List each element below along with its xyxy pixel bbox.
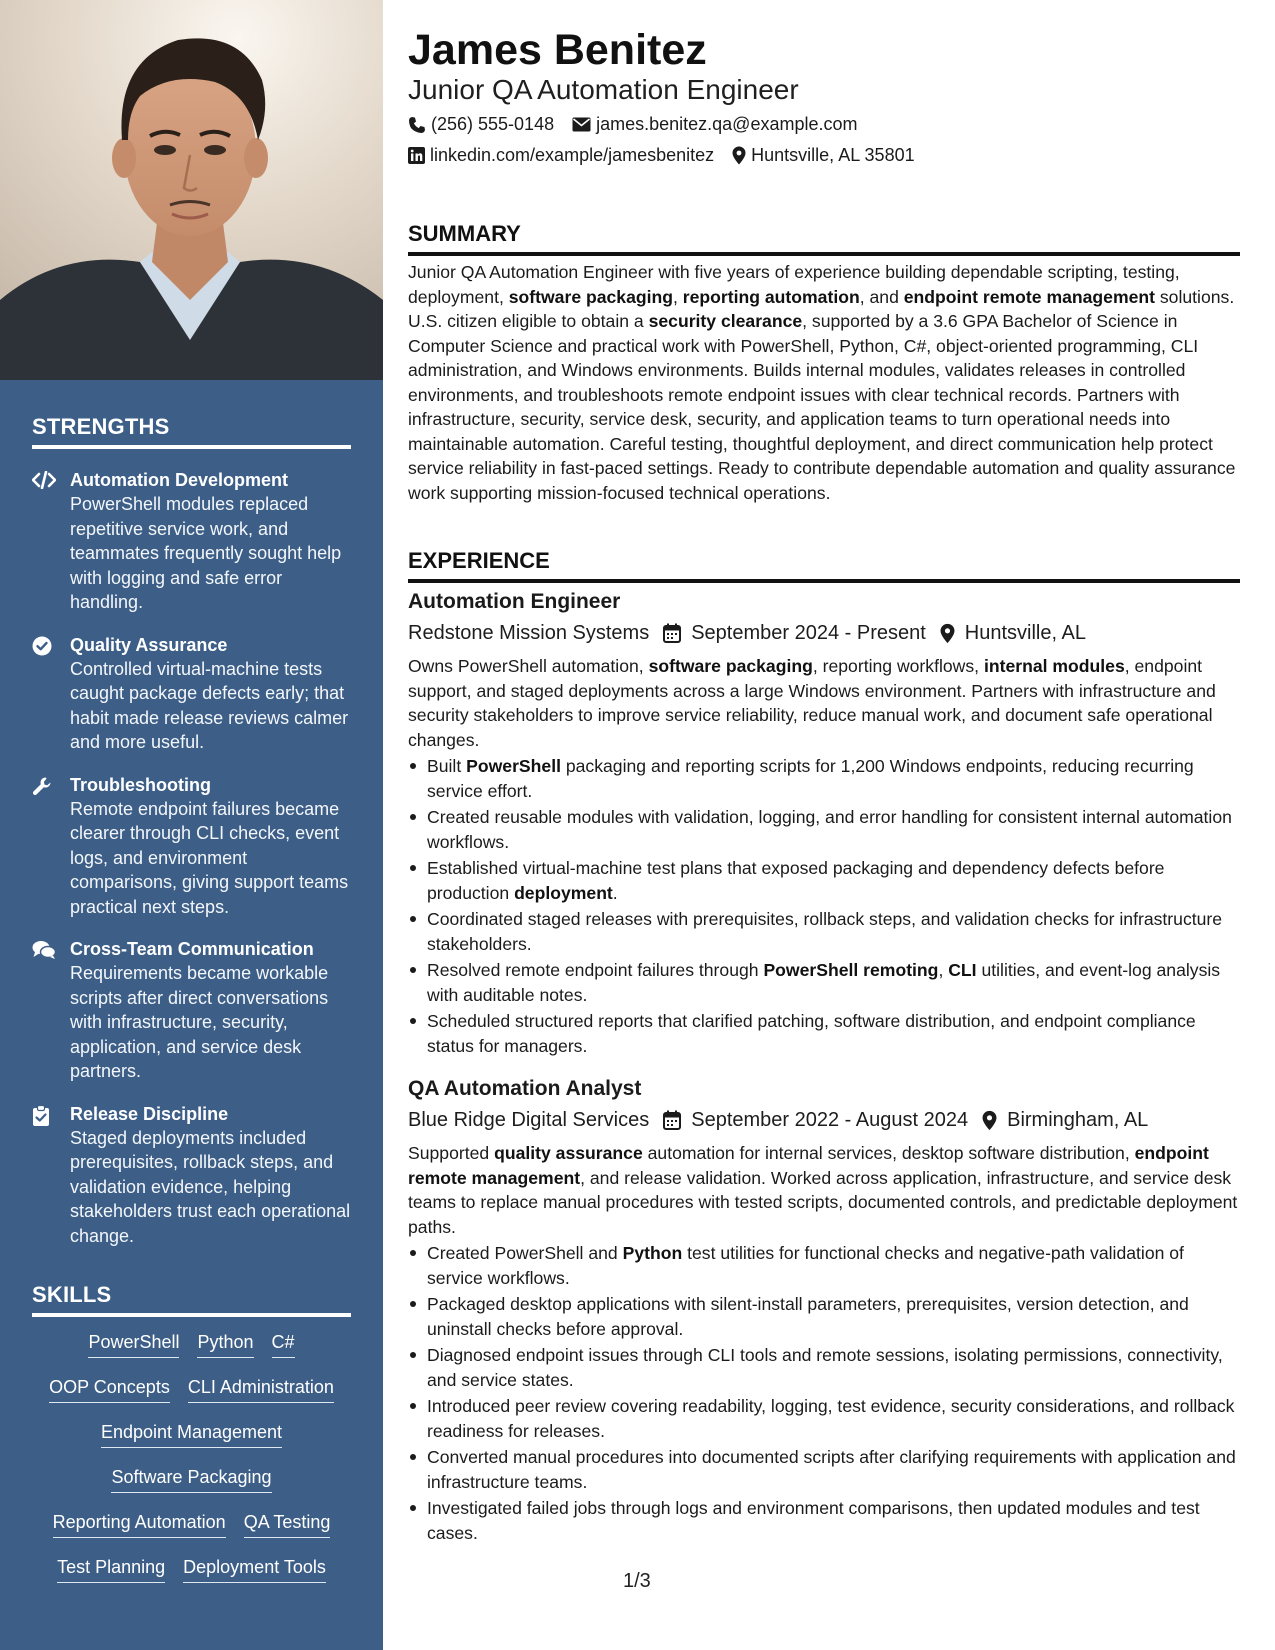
bullet-item: Diagnosed endpoint issues through CLI tools and remote sessions, isolating permissions, connectivity, and service states. — [408, 1343, 1240, 1392]
emphasis-text: endpoint remote management — [903, 286, 1155, 307]
job-dates-text: September 2022 - August 2024 — [691, 1109, 969, 1131]
strength-item — [32, 468, 352, 615]
skill-row — [32, 1420, 351, 1465]
job-location-text: Birmingham, AL — [1007, 1109, 1149, 1131]
strength-desc: Controlled virtual-machine tests caught package defects early; that habit made release reviews calmer and more useful. — [70, 658, 349, 752]
job-bullets — [408, 1241, 1240, 1545]
emphasis-text: PowerShell — [466, 756, 561, 776]
job-location-text: Huntsville, AL — [964, 622, 1086, 644]
candidate-name: James Benitez — [408, 26, 707, 74]
bullet-item: Coordinated staged releases with prerequisites, rollback steps, and validation checks for infrastructure stakeholders. — [408, 907, 1240, 956]
phone-text: (256) 555-0148 — [431, 114, 555, 134]
strength-desc: Staged deployments included prerequisites, rollback steps, and validation evidence, helping stakeholders trust each operational change. — [70, 1127, 351, 1246]
skill-tag: Reporting Automation — [53, 1510, 226, 1538]
skill-tag: Endpoint Management — [101, 1420, 282, 1448]
job-company: Blue Ridge Digital Services — [408, 1109, 650, 1131]
skills-heading: SKILLS — [32, 1282, 351, 1317]
comments-icon — [32, 937, 70, 1084]
contact-row-1 — [408, 114, 876, 135]
bullet-item: Investigated failed jobs through logs and environment comparisons, then updated modules and test cases. — [408, 1496, 1240, 1545]
bullet-item: Established virtual-machine test plans that exposed packaging and dependency defects before production deployment. — [408, 856, 1240, 905]
strength-item — [32, 1102, 352, 1249]
strength-title: Quality Assurance — [70, 634, 228, 655]
contact-email[interactable] — [572, 114, 857, 135]
skill-tag: PowerShell — [88, 1330, 179, 1358]
contact-row-2 — [408, 145, 933, 166]
emphasis-text: software packaging — [508, 286, 674, 307]
strength-title: Release Discipline — [70, 1103, 229, 1124]
bullet-item: Created reusable modules with validation, logging, and error handling for consistent internal automation workflows. — [408, 805, 1240, 854]
summary-text: Junior QA Automation Engineer with five years of experience building dependable scripting, testing, deployment, software packaging, reporting automation, and endpoint remote management solutions. U.S. citizen eligible to obtain a security clearance, supported by a 3.6 GPA Bachelor of Science in Computer Science and practical work with PowerShell, Python, C#, object-oriented programming, CLI administration, and Windows environments. Builds internal modules, validates releases in controlled environments, and troubleshoots remote endpoint issues with clear technical records. Partners with infrastructure, security, service desk, security, and application teams to turn operational needs into maintainable automation. Careful testing, thoughtful deployment, and direct communication help protect service reliability in fast-paced settings. Ready to contribute dependable automation and quality assurance work supporting mission-focused technical operations. — [408, 262, 1236, 503]
bullet-item: Built PowerShell packaging and reporting scripts for 1,200 Windows endpoints, reducing recurring service effort. — [408, 754, 1240, 803]
candidate-title: Junior QA Automation Engineer — [408, 74, 799, 105]
strength-item — [32, 773, 352, 920]
code-icon — [32, 468, 70, 615]
emphasis-text: CLI — [948, 960, 977, 980]
skill-tag: OOP Concepts — [49, 1375, 170, 1403]
strength-title: Automation Development — [70, 470, 289, 490]
profile-photo — [0, 0, 383, 380]
job-meta — [408, 618, 1240, 648]
job-entry — [408, 588, 1240, 1060]
job-bullets — [408, 754, 1240, 1058]
contact-location — [732, 145, 914, 166]
emphasis-text: software packaging — [648, 656, 813, 676]
page-number: 1/3 — [623, 1570, 651, 1592]
job-dates-text: September 2024 - Present — [691, 622, 926, 644]
emphasis-text: quality assurance — [494, 1143, 643, 1163]
contact-linkedin[interactable] — [408, 145, 714, 166]
sidebar — [0, 0, 383, 1650]
job-location — [940, 618, 1086, 648]
skill-row — [32, 1330, 351, 1375]
skills-list — [32, 1330, 351, 1600]
skill-tag: QA Testing — [244, 1510, 331, 1538]
calendar-icon — [663, 623, 691, 643]
emphasis-text: PowerShell remoting — [763, 960, 939, 980]
bullet-item: Created PowerShell and Python test utilities for functional checks and negative-path validation of service workflows. — [408, 1241, 1240, 1290]
location-text: Huntsville, AL 35801 — [751, 145, 915, 165]
skill-row — [32, 1465, 351, 1510]
map-pin-icon — [940, 623, 965, 644]
job-dates — [663, 1105, 968, 1135]
linkedin-text: linkedin.com/example/jamesbenitez — [430, 145, 715, 165]
skill-row — [32, 1510, 351, 1555]
emphasis-text: deployment — [514, 882, 613, 903]
bullet-item: Scheduled structured reports that clarified patching, software distribution, and endpoint compliance status for managers. — [408, 1009, 1240, 1058]
phone-icon — [408, 116, 431, 134]
strengths-list — [32, 468, 352, 1266]
experience-heading: EXPERIENCE — [408, 547, 1240, 583]
job-title: Automation Engineer — [408, 590, 621, 613]
job-description: Owns PowerShell automation, software packaging, reporting workflows, internal modules, endpoint support, and staged deployments across a large Windows environment. Partners with infrastructure and security stakeholders to improve service reliability, reduce manual work, and document safe operational changes. — [408, 656, 1216, 750]
skill-tag: Test Planning — [57, 1555, 165, 1583]
envelope-icon — [572, 117, 596, 132]
strength-desc: Requirements became workable scripts after direct conversations with infrastructure, security, application, and service desk partners. — [70, 963, 329, 1081]
bullet-item: Introduced peer review covering readability, logging, test evidence, security considerations, and rollback readiness for releases. — [408, 1394, 1240, 1443]
emphasis-text: internal modules — [983, 656, 1125, 676]
job-title: QA Automation Analyst — [408, 1077, 642, 1100]
strength-item — [32, 633, 352, 755]
strengths-heading: STRENGTHS — [32, 414, 351, 449]
strength-title: Troubleshooting — [70, 774, 211, 795]
check-circle-icon — [32, 633, 70, 755]
emphasis-text: security clearance — [648, 311, 803, 331]
job-meta — [408, 1105, 1240, 1135]
strength-desc: PowerShell modules replaced repetitive service work, and teammates frequently sought help with logging and safe error handling. — [70, 494, 342, 612]
skill-tag: Python — [197, 1330, 253, 1358]
skill-tag: Software Packaging — [111, 1465, 271, 1493]
emphasis-text: endpoint remote management — [408, 1143, 1209, 1188]
job-location — [982, 1105, 1148, 1135]
email-text: james.benitez.qa@example.com — [596, 114, 858, 134]
map-pin-icon — [732, 146, 751, 165]
skill-tag: CLI Administration — [188, 1375, 334, 1403]
skill-tag: C# — [272, 1330, 295, 1358]
strength-desc: Remote endpoint failures became clearer through CLI checks, event logs, and environment comparisons, giving support teams practical next steps. — [70, 798, 349, 917]
emphasis-text: Python — [622, 1243, 683, 1263]
summary-heading: SUMMARY — [408, 220, 1240, 256]
bullet-item: Converted manual procedures into documented scripts after clarifying requirements with application and infrastructure teams. — [408, 1445, 1240, 1494]
job-description: Supported quality assurance automation for internal services, desktop software distribution, endpoint remote management, and release validation. Worked across application, infrastructure, and service desk teams to replace manual procedures with tested scripts, documented controls, and predictable deployment paths. — [408, 1143, 1238, 1237]
bullet-item: Packaged desktop applications with silent-install parameters, prerequisites, version detection, and uninstall checks before approval. — [408, 1292, 1240, 1341]
map-pin-icon — [982, 1110, 1007, 1131]
skill-tag: Deployment Tools — [183, 1555, 326, 1583]
strength-item — [32, 937, 352, 1084]
bullet-item: Resolved remote endpoint failures through PowerShell remoting, CLI utilities, and event-log analysis with auditable notes. — [408, 958, 1240, 1007]
wrench-icon — [32, 773, 70, 920]
job-company: Redstone Mission Systems — [408, 622, 650, 644]
contact-phone — [408, 114, 554, 135]
calendar-icon — [663, 1110, 691, 1130]
emphasis-text: reporting automation — [682, 286, 860, 307]
clipboard-check-icon — [32, 1102, 70, 1249]
skill-row — [32, 1375, 351, 1420]
job-entry — [408, 1075, 1240, 1547]
strength-title: Cross-Team Communication — [70, 939, 314, 959]
skill-row — [32, 1555, 351, 1600]
job-dates — [663, 618, 926, 648]
linkedin-icon — [408, 147, 430, 164]
